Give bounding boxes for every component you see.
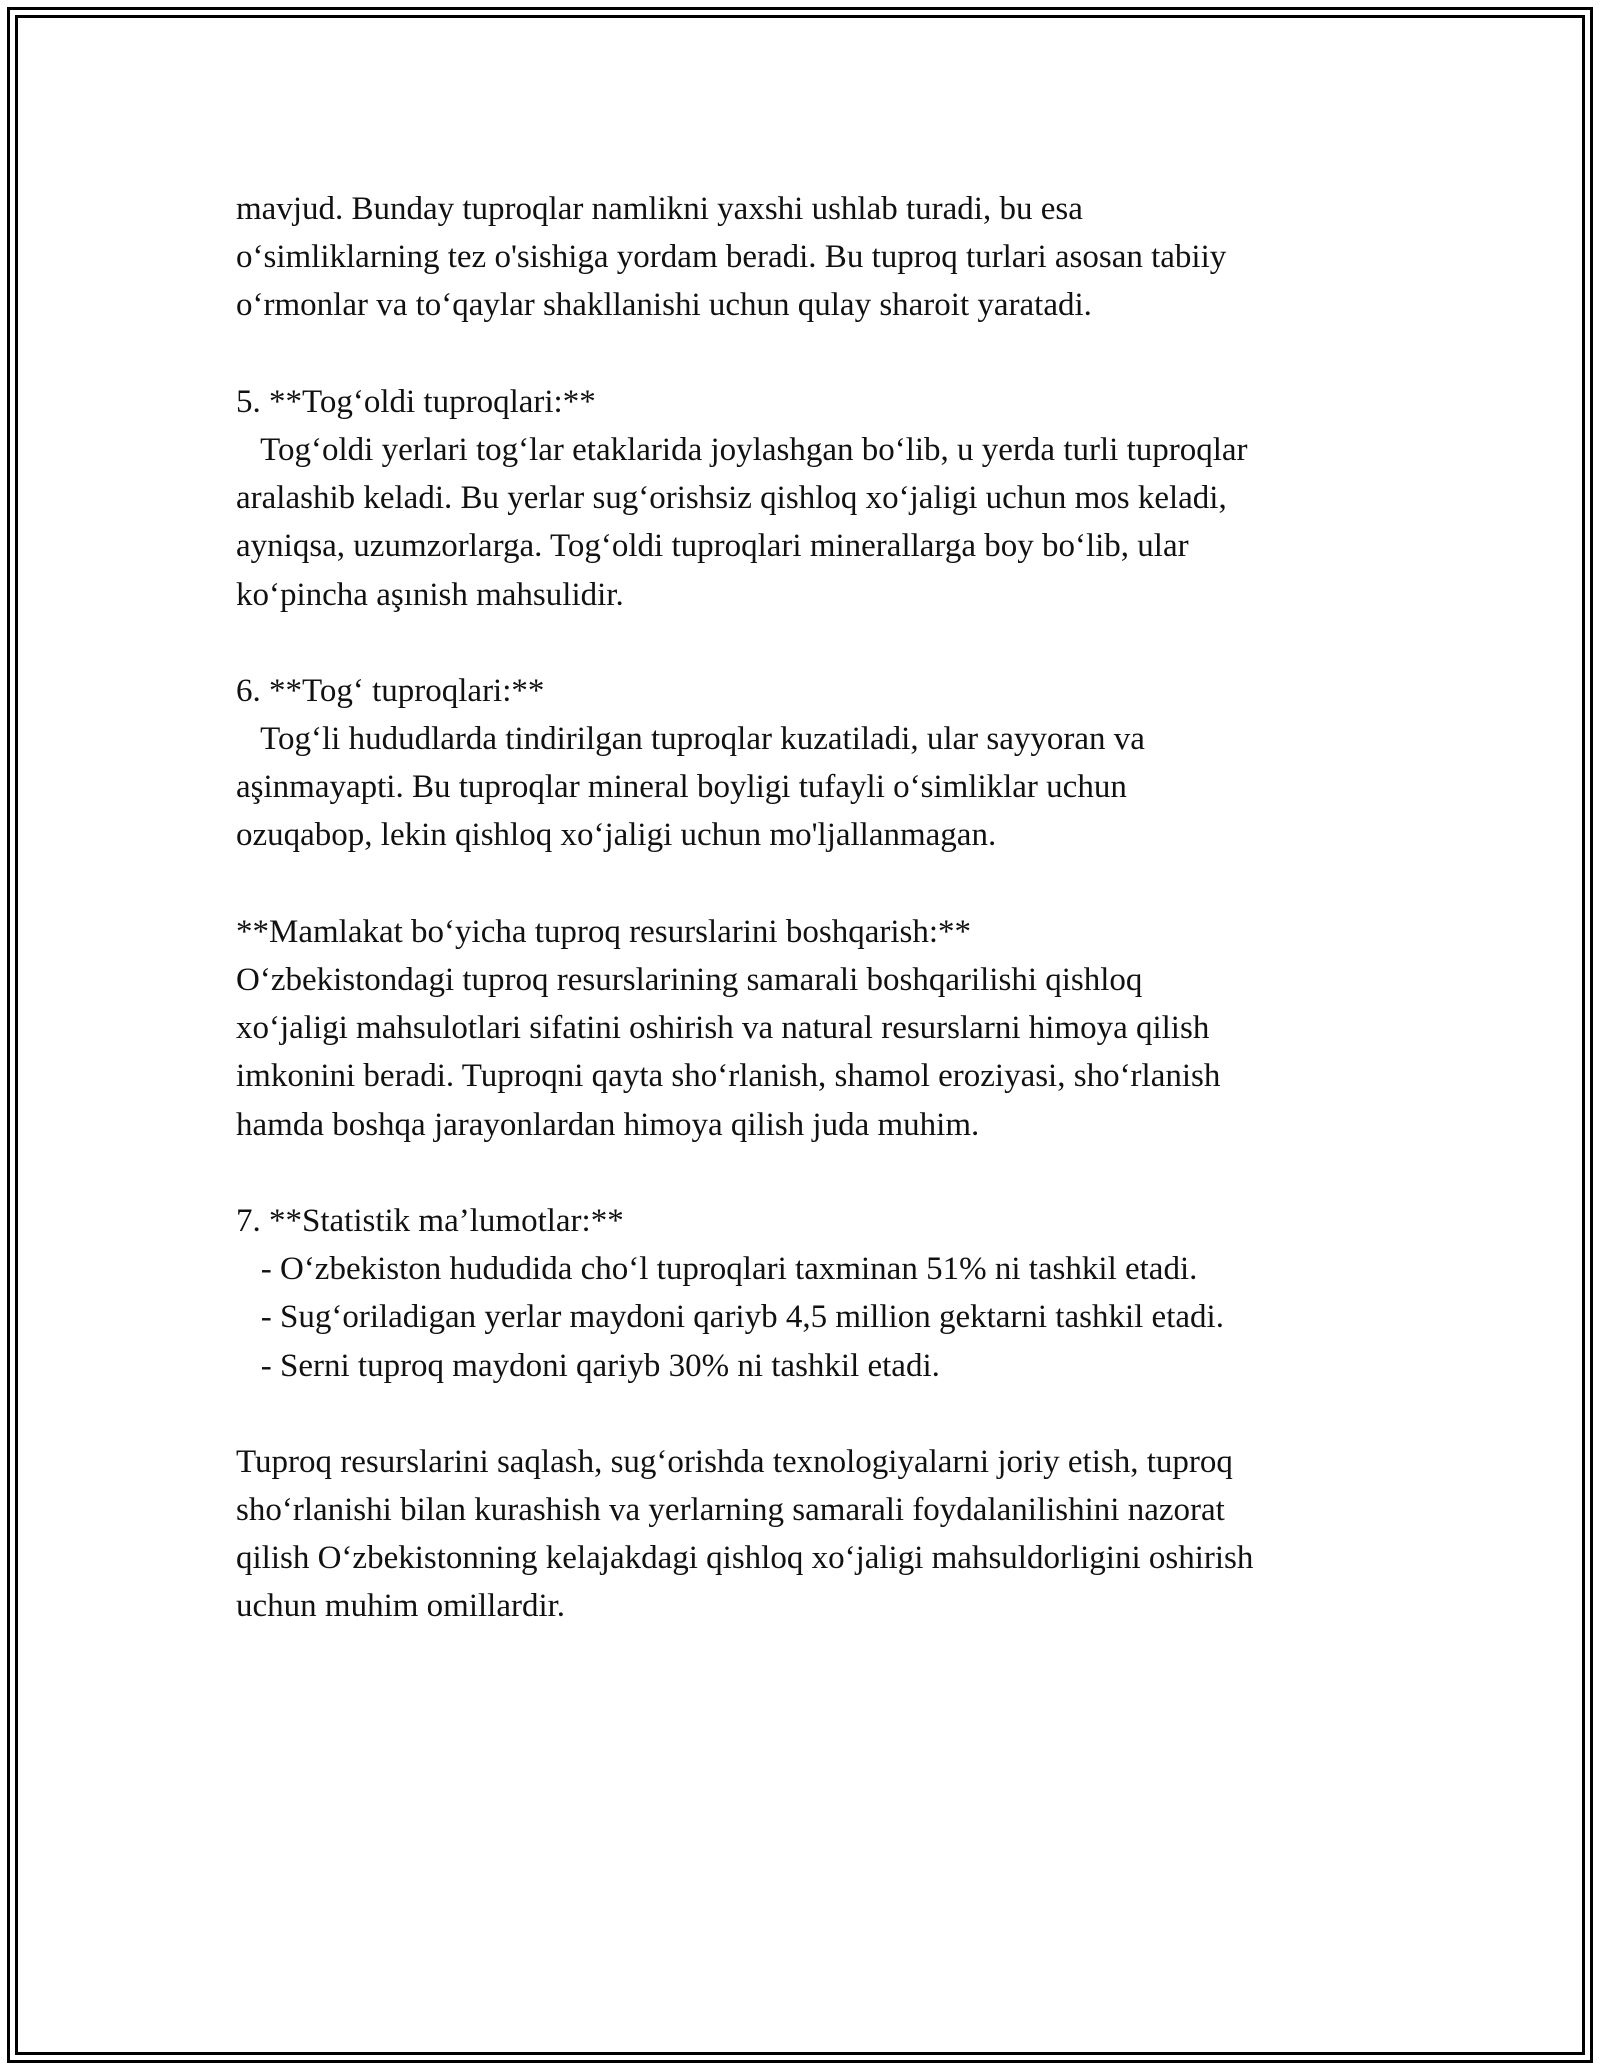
text-line: imkonini beradi. Tuproqni qayta sho‘rlanish, shamol eroziyasi, sho‘rlanish [236,1058,1221,1095]
paragraph-gap [236,619,1376,667]
text-line: ozuqabop, lekin qishloq xo‘jaligi uchun mo'ljallanmagan. [236,817,997,854]
section-7-heading: 7. **Statistik ma’lumotlar:** [236,1202,624,1239]
document-body [236,185,1376,1631]
text-line: o‘simliklarning tez o'sishiga yordam beradi. Bu tuproq turlari asosan tabiiy [236,239,1227,276]
paragraph-gap [236,860,1376,908]
text-line: xo‘jaligi mahsulotlari sifatini oshirish va natural resurslarni himoya qilish [236,1010,1210,1047]
intro-paragraph [236,185,1376,330]
section-6 [236,667,1376,860]
text-line: ko‘pincha aşınish mahsulidir. [236,576,624,613]
paragraph-gap [236,1390,1376,1438]
text-line: uchun muhim omillardir. [236,1588,566,1625]
text-line: o‘rmonlar va to‘qaylar shakllanishi uchun qulay sharoit yaratadi. [236,287,1092,324]
list-item: - Sug‘oriladigan yerlar maydoni qariyb 4,5 million gektarni tashkil etadi. [236,1299,1224,1336]
section-6-heading: 6. **Tog‘ tuproqlari:** [236,672,545,709]
text-line: Tog‘li hududlarda tindirilgan tuproqlar kuzatiladi, ular sayyoran va [236,721,1145,758]
paragraph-gap [236,330,1376,378]
section-5-heading: 5. **Tog‘oldi tuproqlari:** [236,383,596,420]
list-item: - Serni tuproq maydoni qariyb 30% ni tashkil etadi. [236,1347,940,1384]
management-heading: **Mamlakat bo‘yicha tuproq resurslarini boshqarish:** [236,913,972,950]
text-line: aşinmayapti. Bu tuproqlar mineral boyligi tufayli o‘simliklar uchun [236,769,1127,806]
management-section [236,908,1376,1149]
text-line: O‘zbekistondagi tuproq resurslarining samarali boshqarilishi qishloq [236,962,1143,998]
section-5 [236,378,1376,619]
paragraph-gap [236,1149,1376,1197]
section-7 [236,1197,1376,1390]
text-line: hamda boshqa jarayonlardan himoya qilish juda muhim. [236,1106,980,1143]
text-line: Tuproq resurslarini saqlash, sug‘orishda texnologiyalarni joriy etish, tuproq [236,1443,1233,1480]
text-line: ayniqsa, uzumzorlarga. Tog‘oldi tuproqlari minerallarga boy bo‘lib, ular [236,528,1189,565]
list-item: - O‘zbekiston hududida cho‘l tuproqlari taxminan 51% ni tashkil etadi. [236,1251,1198,1288]
text-line: qilish O‘zbekistonning kelajakdagi qishloq xo‘jaligi mahsuldorligini oshirish [236,1540,1254,1577]
text-line: mavjud. Bunday tuproqlar namlikni yaxshi ushlab turadi, bu esa [236,191,1083,227]
text-line: Tog‘oldi yerlari tog‘lar etaklarida joylashgan bo‘lib, u yerda turli tuproqlar [236,431,1248,468]
text-line: aralashib keladi. Bu yerlar sug‘orishsiz qishloq xo‘jaligi uchun mos keladi, [236,480,1227,517]
text-line: sho‘rlanishi bilan kurashish va yerlarning samarali foydalanilishini nazorat [236,1492,1225,1529]
conclusion-paragraph [236,1438,1376,1631]
